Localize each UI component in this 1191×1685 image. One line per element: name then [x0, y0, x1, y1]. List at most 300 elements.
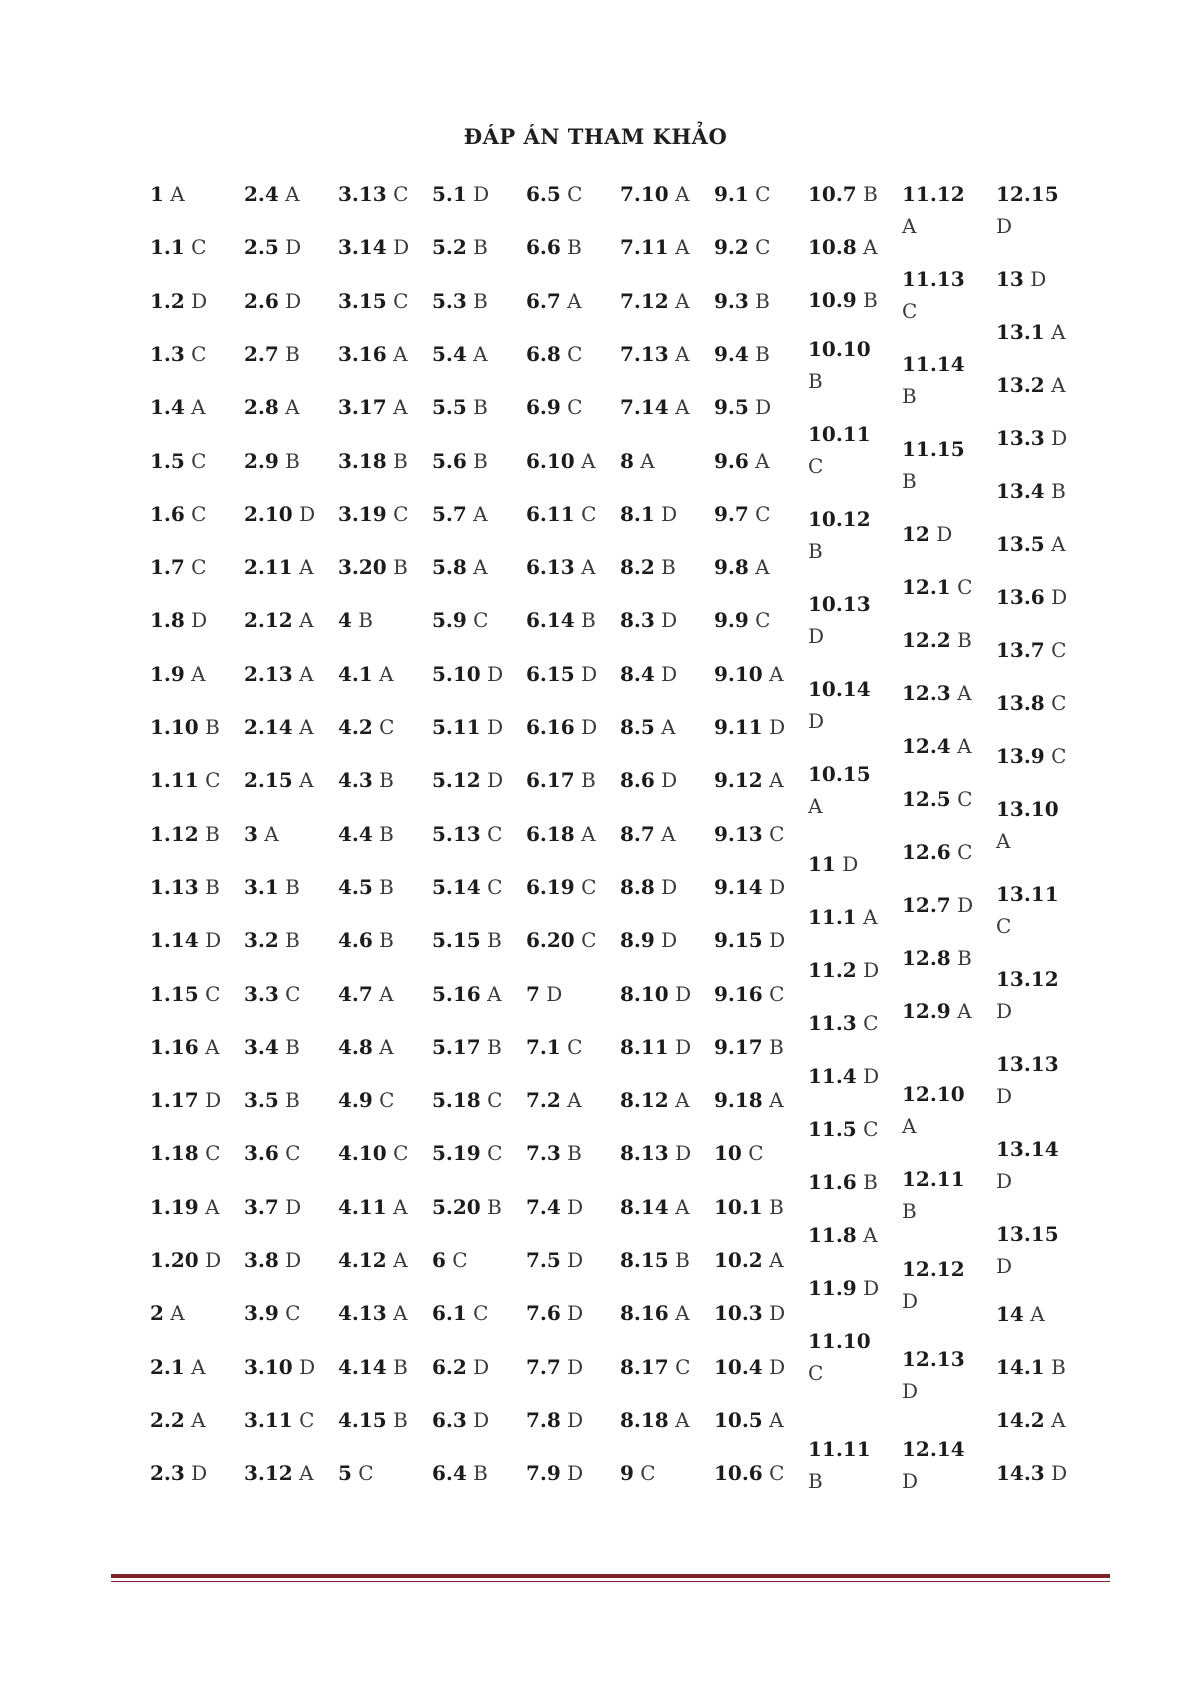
answer-letter: C: [285, 1141, 301, 1166]
answer-letter: A: [379, 661, 394, 686]
answer-letter: A: [957, 999, 972, 1023]
question-number: 4.15: [338, 1407, 387, 1432]
answer-letter: A: [769, 1407, 784, 1432]
question-number: 6.13: [526, 555, 575, 580]
answer-item: [432, 658, 503, 690]
answer-item: [338, 978, 394, 1010]
question-number: 5.1: [432, 182, 467, 206]
question-number: 9.16: [714, 981, 763, 1006]
answer-letter: A: [902, 214, 917, 238]
question-number: 10.4: [714, 1354, 763, 1379]
question-number: 6.4: [432, 1461, 467, 1486]
question-number: 3.16: [338, 341, 387, 366]
answer-letter: B: [285, 928, 300, 953]
answer-letter: C: [205, 981, 221, 1006]
question-number: 3: [244, 821, 258, 846]
question-number: 2.4: [244, 182, 279, 206]
question-number: 6.18: [526, 821, 575, 846]
question-number: 12: [902, 522, 930, 546]
question-number: 3.15: [338, 288, 387, 313]
answer-item: [526, 1351, 583, 1383]
answer-item: [526, 1084, 582, 1116]
question-number: 13.2: [996, 373, 1045, 397]
question-number: 12.9: [902, 999, 951, 1023]
answer-letter: C: [473, 608, 489, 633]
answer-letter: A: [769, 1088, 784, 1113]
question-number: 11.3: [808, 1011, 857, 1035]
answer-item: [620, 551, 676, 583]
answer-letter: A: [957, 681, 972, 705]
answer-item: [432, 1297, 488, 1329]
question-number: 4.11: [338, 1194, 387, 1219]
answer-item: [526, 711, 597, 743]
question-number: 8.11: [620, 1034, 669, 1059]
answer-item: [620, 1137, 691, 1169]
answer-item: [714, 1137, 764, 1169]
answer-item: [150, 1244, 221, 1276]
answer-item: [526, 391, 582, 423]
answer-letter: D: [996, 214, 1013, 238]
answer-item: [338, 658, 394, 690]
answer-letter: B: [808, 539, 823, 563]
answer-item: [244, 764, 314, 796]
answer-item: [244, 604, 314, 636]
question-number: 6.15: [526, 661, 575, 686]
answer-item: [902, 889, 973, 921]
question-number: 7.3: [526, 1141, 561, 1166]
answer-item: [996, 316, 1066, 348]
answer-item: [432, 711, 503, 743]
question-number: 5.14: [432, 874, 481, 899]
answer-item: [244, 818, 279, 850]
question-number: 13.6: [996, 585, 1045, 609]
question-number: 10.1: [714, 1194, 763, 1219]
answer-item: [808, 1166, 878, 1198]
answer-letter: A: [675, 1088, 690, 1113]
answer-item: [244, 445, 300, 477]
answer-item: [808, 333, 886, 397]
answer-letter: B: [902, 1199, 917, 1223]
answer-letter: A: [755, 448, 770, 473]
answer-item: [714, 391, 771, 423]
question-number: 11.4: [808, 1064, 857, 1088]
answer-letter: D: [996, 1084, 1013, 1108]
answer-item: [996, 1048, 1074, 1112]
answer-letter: A: [567, 1088, 582, 1113]
question-number: 8.14: [620, 1194, 669, 1219]
answer-letter: C: [487, 1141, 503, 1166]
answer-letter: A: [299, 715, 314, 739]
answer-item: [338, 1191, 408, 1223]
answer-item: [432, 924, 502, 956]
question-number: 8.1: [620, 501, 655, 526]
question-number: 2.13: [244, 661, 293, 686]
answer-item: [150, 764, 220, 796]
answer-letter: D: [936, 522, 953, 546]
answer-item: [808, 588, 886, 652]
answer-letter: A: [902, 1114, 917, 1138]
question-number: 4.6: [338, 928, 373, 953]
question-number: 6.9: [526, 395, 561, 420]
answer-item: [996, 1218, 1074, 1282]
answer-letter: D: [546, 981, 563, 1006]
answer-item: [244, 1404, 314, 1436]
question-number: 1.7: [150, 555, 185, 580]
answer-item: [902, 836, 972, 868]
answer-letter: C: [191, 501, 207, 526]
question-number: 1.5: [150, 448, 185, 473]
answer-item: [620, 1031, 691, 1063]
answer-item: [150, 1351, 206, 1383]
answer-letter: D: [205, 1088, 222, 1113]
answer-letter: B: [863, 288, 878, 312]
answer-letter: B: [358, 608, 373, 633]
answer-letter: A: [393, 395, 408, 420]
answer-letter: C: [393, 1141, 409, 1166]
question-number: 11.2: [808, 958, 857, 982]
answer-item: [714, 1244, 784, 1276]
question-number: 1.13: [150, 874, 199, 899]
question-number: 6.10: [526, 448, 575, 473]
answer-letter: C: [473, 1301, 489, 1326]
answer-letter: A: [567, 288, 582, 313]
answer-item: [432, 498, 488, 530]
answer-item: [620, 1084, 690, 1116]
question-number: 10.8: [808, 235, 857, 259]
answer-item: [902, 1253, 980, 1317]
answer-letter: D: [205, 1248, 222, 1272]
question-number: 9.13: [714, 821, 763, 846]
question-number: 4.9: [338, 1088, 373, 1113]
question-number: 9.6: [714, 448, 749, 473]
answer-letter: D: [285, 1248, 302, 1272]
answer-letter: C: [379, 1088, 395, 1113]
answer-item: [150, 658, 206, 690]
answer-letter: A: [675, 182, 690, 206]
answer-letter: D: [567, 1248, 584, 1272]
answer-item: [150, 1297, 185, 1329]
answer-item: [620, 658, 677, 690]
answer-item: [338, 924, 394, 956]
answer-letter: B: [863, 182, 878, 206]
answer-letter: A: [675, 1301, 690, 1326]
question-number: 6.3: [432, 1407, 467, 1432]
answer-letter: B: [769, 1034, 784, 1059]
question-number: 5.16: [432, 981, 481, 1006]
question-number: 1.1: [150, 235, 185, 260]
answer-letter: B: [808, 1469, 823, 1493]
answer-letter: C: [299, 1407, 315, 1432]
answer-letter: D: [661, 501, 678, 526]
question-number: 3.11: [244, 1407, 293, 1432]
question-number: 7.8: [526, 1407, 561, 1432]
answer-item: [714, 1084, 784, 1116]
question-number: 14.2: [996, 1408, 1045, 1432]
question-number: 11.13: [902, 267, 965, 291]
answer-letter: C: [191, 555, 207, 580]
answer-letter: D: [205, 928, 222, 953]
answer-item: [808, 1060, 879, 1092]
answer-letter: A: [473, 341, 488, 366]
question-number: 1.18: [150, 1141, 199, 1166]
question-number: 6.1: [432, 1301, 467, 1326]
answer-item: [902, 1078, 980, 1142]
question-number: 10.2: [714, 1248, 763, 1272]
answer-item: [714, 924, 785, 956]
answer-item: [244, 551, 314, 583]
answer-item: [808, 758, 886, 822]
answer-item: [338, 711, 394, 743]
answer-item: [338, 391, 408, 423]
question-number: 13.10: [996, 797, 1059, 821]
question-number: 4.8: [338, 1034, 373, 1059]
answer-item: [526, 1137, 582, 1169]
answer-letter: C: [769, 821, 785, 846]
question-number: 5: [338, 1461, 352, 1486]
question-number: 8.2: [620, 555, 655, 580]
question-number: 6.8: [526, 341, 561, 366]
answer-item: [526, 924, 596, 956]
question-number: 10.3: [714, 1301, 763, 1326]
answer-item: [432, 604, 488, 636]
question-number: 5.17: [432, 1034, 481, 1059]
question-number: 9.11: [714, 715, 763, 739]
answer-item: [150, 1191, 220, 1223]
answer-letter: D: [1051, 1461, 1068, 1485]
answer-item: [714, 1404, 784, 1436]
answer-item: [432, 551, 488, 583]
question-number: 4.13: [338, 1301, 387, 1326]
answer-item: [526, 231, 582, 263]
answer-letter: D: [1051, 585, 1068, 609]
answer-item: [244, 871, 300, 903]
answer-item: [620, 711, 676, 743]
answer-letter: A: [191, 661, 206, 686]
question-number: 8.18: [620, 1407, 669, 1432]
question-number: 13.8: [996, 691, 1045, 715]
question-number: 8.8: [620, 874, 655, 899]
question-number: 2.5: [244, 235, 279, 260]
answer-letter: D: [661, 928, 678, 953]
answer-item: [808, 1007, 878, 1039]
answer-letter: B: [487, 928, 502, 953]
answer-item: [902, 1433, 980, 1497]
answer-item: [714, 338, 770, 370]
question-number: 12.7: [902, 893, 951, 917]
answer-letter: C: [191, 341, 207, 366]
answer-item: [244, 1084, 300, 1116]
answer-letter: A: [191, 1407, 206, 1432]
page-title: ĐÁP ÁN THAM KHẢO: [463, 124, 728, 149]
answer-item: [808, 901, 878, 933]
answer-item: [620, 1404, 690, 1436]
answer-letter: A: [675, 235, 690, 260]
answer-letter: B: [393, 1407, 408, 1432]
answer-item: [338, 1457, 374, 1489]
answer-item: [338, 764, 394, 796]
answer-letter: B: [473, 395, 488, 420]
answer-letter: B: [205, 715, 220, 739]
answer-letter: D: [191, 1461, 208, 1486]
answer-letter: C: [755, 501, 771, 526]
answer-letter: C: [1051, 744, 1067, 768]
question-number: 3.19: [338, 501, 387, 526]
answer-letter: D: [661, 874, 678, 899]
answer-letter: B: [957, 946, 972, 970]
answer-item: [244, 1137, 300, 1169]
answer-item: [714, 285, 770, 317]
answer-item: [526, 498, 596, 530]
answer-item: [150, 551, 206, 583]
answer-letter: B: [581, 768, 596, 793]
answer-item: [808, 503, 886, 567]
question-number: 2.7: [244, 341, 279, 366]
question-number: 1.16: [150, 1034, 199, 1059]
answer-letter: A: [769, 1248, 784, 1272]
question-number: 12.14: [902, 1437, 965, 1461]
answer-letter: A: [487, 981, 502, 1006]
question-number: 9.8: [714, 555, 749, 580]
question-number: 2.10: [244, 501, 293, 526]
answer-item: [338, 1244, 408, 1276]
answer-item: [714, 604, 770, 636]
answer-letter: A: [769, 661, 784, 686]
answer-item: [338, 1297, 408, 1329]
answer-letter: A: [170, 1301, 185, 1326]
answer-letter: A: [581, 821, 596, 846]
answer-item: [526, 1457, 583, 1489]
answer-letter: D: [769, 1354, 786, 1379]
answer-item: [150, 445, 206, 477]
question-number: 3.14: [338, 235, 387, 260]
answer-letter: C: [452, 1248, 468, 1272]
answer-item: [432, 1404, 489, 1436]
answer-letter: D: [1030, 267, 1047, 291]
answer-letter: C: [358, 1461, 374, 1486]
question-number: 7.5: [526, 1248, 561, 1272]
answer-letter: B: [393, 1354, 408, 1379]
question-number: 12.4: [902, 734, 951, 758]
answer-item: [714, 818, 784, 850]
answer-letter: C: [393, 288, 409, 313]
question-number: 8.9: [620, 928, 655, 953]
answer-letter: A: [675, 1407, 690, 1432]
answer-letter: B: [1051, 479, 1066, 503]
question-number: 13.1: [996, 320, 1045, 344]
answer-item: [338, 1404, 408, 1436]
answer-letter: C: [755, 182, 771, 206]
answer-letter: B: [379, 874, 394, 899]
answer-item: [338, 1084, 394, 1116]
question-number: 10.14: [808, 677, 871, 701]
question-number: 12.3: [902, 681, 951, 705]
question-number: 1: [150, 182, 164, 206]
question-number: 13.9: [996, 744, 1045, 768]
answer-letter: C: [755, 608, 771, 633]
answer-item: [996, 581, 1067, 613]
question-number: 5.2: [432, 235, 467, 260]
question-number: 9.5: [714, 395, 749, 420]
answer-item: [996, 740, 1066, 772]
answer-item: [714, 1031, 784, 1063]
answer-letter: B: [473, 288, 488, 313]
answer-letter: D: [567, 1194, 584, 1219]
answer-letter: B: [863, 1170, 878, 1194]
question-number: 10.5: [714, 1407, 763, 1432]
answer-letter: D: [487, 715, 504, 739]
answer-item: [620, 978, 691, 1010]
question-number: 10: [714, 1141, 742, 1166]
question-number: 8.3: [620, 608, 655, 633]
answer-letter: D: [473, 182, 490, 206]
answer-item: [996, 1404, 1066, 1436]
question-number: 7.2: [526, 1088, 561, 1113]
answer-letter: B: [205, 874, 220, 899]
answer-letter: D: [675, 1034, 692, 1059]
answer-item: [150, 1457, 207, 1489]
answer-item: [526, 658, 597, 690]
answer-item: [714, 658, 784, 690]
answer-letter: C: [393, 501, 409, 526]
answer-item: [620, 871, 677, 903]
answer-letter: B: [808, 369, 823, 393]
question-number: 7: [526, 981, 540, 1006]
answer-letter: D: [769, 874, 786, 899]
answer-item: [996, 1133, 1074, 1197]
answer-letter: C: [379, 715, 395, 739]
answer-letter: C: [567, 1034, 583, 1059]
answer-item: [244, 231, 301, 263]
answer-letter: B: [473, 448, 488, 473]
answer-item: [338, 1351, 408, 1383]
question-number: 1.4: [150, 395, 185, 420]
answer-letter: B: [769, 1194, 784, 1219]
answer-letter: A: [299, 555, 314, 580]
answer-item: [432, 818, 502, 850]
question-number: 8.13: [620, 1141, 669, 1166]
question-number: 11.11: [808, 1437, 871, 1461]
answer-letter: A: [661, 715, 676, 739]
answer-letter: C: [205, 1141, 221, 1166]
answer-item: [526, 1297, 583, 1329]
answer-item: [338, 871, 394, 903]
answer-letter: A: [769, 768, 784, 793]
answer-item: [808, 231, 878, 263]
answer-letter: B: [487, 1034, 502, 1059]
question-number: 13.11: [996, 882, 1059, 906]
question-number: 13.3: [996, 426, 1045, 450]
answer-item: [526, 604, 596, 636]
question-number: 8.6: [620, 768, 655, 793]
question-number: 4.7: [338, 981, 373, 1006]
question-number: 4.10: [338, 1141, 387, 1166]
answer-letter: C: [393, 182, 409, 206]
answer-letter: D: [567, 1407, 584, 1432]
question-number: 10.15: [808, 762, 871, 786]
answer-letter: A: [393, 1301, 408, 1326]
answer-letter: B: [957, 628, 972, 652]
question-number: 7.11: [620, 235, 669, 260]
question-number: 13.4: [996, 479, 1045, 503]
question-number: 1.6: [150, 501, 185, 526]
question-number: 2.12: [244, 608, 293, 633]
answer-letter: D: [285, 288, 302, 313]
answer-item: [432, 1137, 502, 1169]
question-number: 3.7: [244, 1194, 279, 1219]
answer-letter: D: [661, 661, 678, 686]
answer-letter: C: [191, 235, 207, 260]
answer-letter: D: [769, 928, 786, 953]
